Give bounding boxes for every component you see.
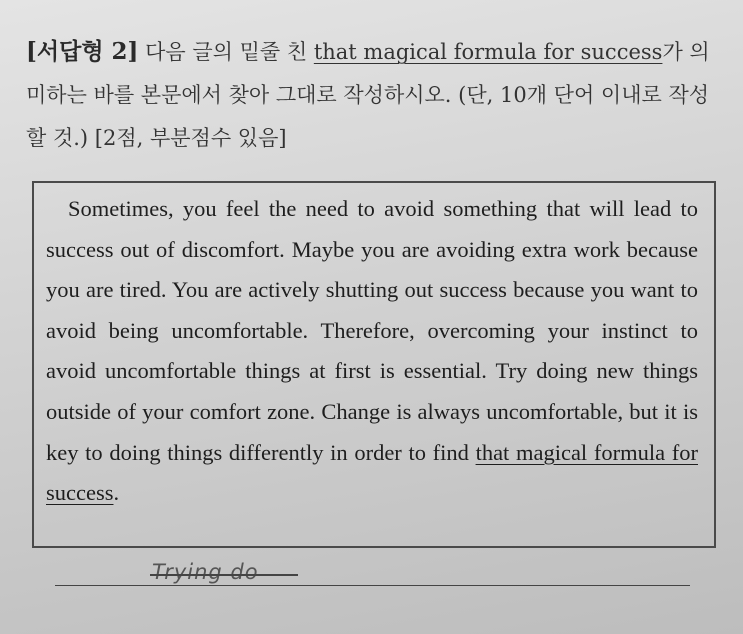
passage-box: [32, 181, 716, 548]
passage-ending: .: [113, 480, 120, 506]
strikethrough-line: [150, 574, 298, 576]
passage-body: Sometimes, you feel the need to avoid something that will lead to success out of discomfort. Maybe you are avoiding extra work because you are tired. You are actively shutting out success because you want to avoid being uncomfortable. Therefore, overcoming your instinct to avoid uncomfortable things at first is essential. Try doing new things outside of your comfort zone. Change is always uncomfortable, but it is key to doing things differently in order to find: [46, 196, 698, 465]
passage-underlined-phrase: that magical formula for success: [46, 439, 698, 506]
passage-text: [46, 189, 698, 514]
handwritten-answer: [150, 554, 300, 600]
question-prompt: [26, 30, 726, 160]
handwritten-text: Trying do: [152, 560, 259, 584]
question-text-after: 가 의미하는 바를 본문에서 찾아 그대로 작성하시오. (단, 10개 단어 이내로 작성할 것.) [2점, 부분점수 있음]: [26, 40, 710, 150]
question-underlined-phrase: that magical formula for success: [313, 40, 663, 64]
question-text-before: 다음 글의 밑줄 친: [138, 40, 314, 64]
answer-line: [55, 585, 690, 586]
question-number: [서답형 2]: [26, 38, 139, 65]
